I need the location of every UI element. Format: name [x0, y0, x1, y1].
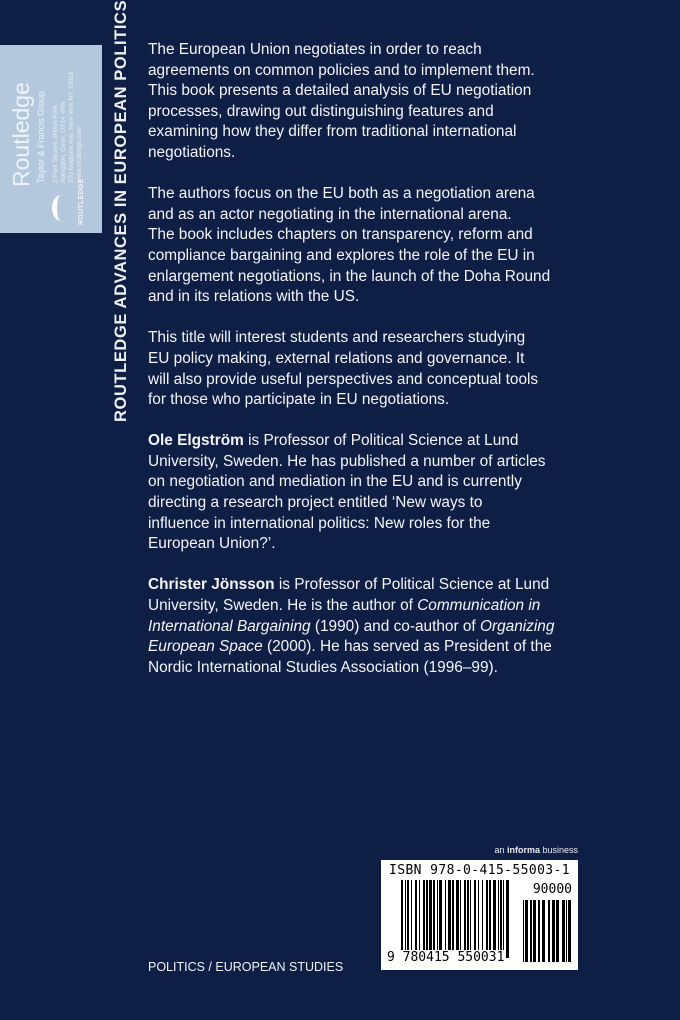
bar: [568, 900, 571, 962]
bar: [552, 900, 555, 962]
bar: [525, 900, 528, 962]
addon-bars: [523, 900, 573, 962]
publisher-panel: [0, 45, 102, 233]
paragraph-3: This title will interest students and researchers studying EU policy making, external relations and governance. It will also provide useful perspectives and conceptual tools for those who participate in EU negotiations.: [148, 329, 539, 409]
bar: [506, 880, 509, 958]
bar: [566, 900, 567, 962]
bar: [456, 880, 459, 958]
bar: [407, 880, 409, 958]
bar: [433, 880, 435, 958]
bar: [542, 900, 545, 962]
bar: [503, 880, 504, 958]
bar: [478, 880, 479, 958]
publisher-group: Taylor & Francis Group: [36, 90, 46, 183]
bar: [500, 880, 502, 958]
author-name: Christer Jönsson: [148, 576, 275, 594]
bar: [445, 880, 446, 958]
bar: [460, 880, 461, 958]
isbn-text: ISBN 978-0-415-55003-1: [389, 863, 570, 878]
bar: [405, 880, 406, 958]
routledge-logo-icon: [52, 195, 70, 221]
bar: [429, 880, 432, 958]
bar: [470, 880, 471, 958]
barcode: [381, 860, 578, 970]
ean-number: 9 780415 550031: [387, 950, 505, 965]
paragraph-1: The European Union negotiates in order to reach agreements on common policies and to implement them. This book presents a detailed analysis of EU negotiation processes, drawing out distinguishing features and examining how they differ from traditional international negotiations.: [148, 41, 535, 161]
category-label: POLITICS / EUROPEAN STUDIES: [148, 960, 344, 974]
bar: [437, 880, 438, 958]
bar: [419, 880, 420, 958]
bar: [452, 880, 454, 958]
bar: [493, 880, 496, 958]
bar: [401, 880, 403, 958]
logo-wordmark: ROUTLEDGE: [78, 178, 85, 225]
bar: [415, 880, 417, 958]
bar: [548, 900, 550, 962]
bar: [530, 900, 532, 962]
bar: [498, 880, 499, 958]
bar: [562, 900, 565, 962]
bar: [464, 880, 466, 958]
bar: [474, 880, 476, 958]
price-code: 90000: [532, 882, 572, 897]
bar: [489, 880, 491, 958]
bar: [482, 880, 483, 958]
bar: [486, 880, 488, 958]
blurb: [148, 40, 618, 699]
publisher-name: Routledge: [8, 82, 34, 187]
informa-tagline: an informa business: [494, 845, 578, 855]
bar: [411, 880, 412, 958]
author-bio-jonsson: Christer Jönsson is Professor of Political Science at Lund University, Sweden. He is the author of Communication in International Bargaining (1990) and co-author of Organizing European Space (2000). He has served as President of the Nordic International Studies Association (1996–99).: [148, 576, 555, 676]
bar: [523, 900, 524, 962]
bar: [426, 880, 428, 958]
bar: [448, 880, 451, 958]
bar: [467, 880, 469, 958]
ean-bars: [401, 880, 513, 958]
bar: [556, 900, 559, 962]
bar: [533, 900, 536, 962]
author-name: Ole Elgström: [148, 432, 244, 450]
bar: [538, 900, 540, 962]
paragraph-2: The authors focus on the EU both as a negotiation arena and as an actor negotiating in the international arena. The book includes chapters on transparency, reform and compliance bargaining and explores the role of the EU in enlargement negotiations, in the launch of the Doha Round and in its relations with the US.: [148, 185, 551, 306]
series-title: ROUTLEDGE ADVANCES IN EUROPEAN POLITICS: [112, 0, 130, 422]
bar: [439, 880, 442, 958]
author-bio-elgstrom: Ole Elgström is Professor of Political Science at Lund University, Sweden. He has published a number of articles on negotiation and mediation in the EU and is currently directing a research project entitled ‘New ways to influence in international politics: New roles for the European Union?’.: [148, 432, 546, 553]
bar: [423, 880, 425, 958]
publisher-address: 2 Park Square, Milton Park, Abingdon, Oxon, OX14 4RN 270 Madison Ave, New York NY 10016 www.routledge.com: [52, 71, 83, 183]
